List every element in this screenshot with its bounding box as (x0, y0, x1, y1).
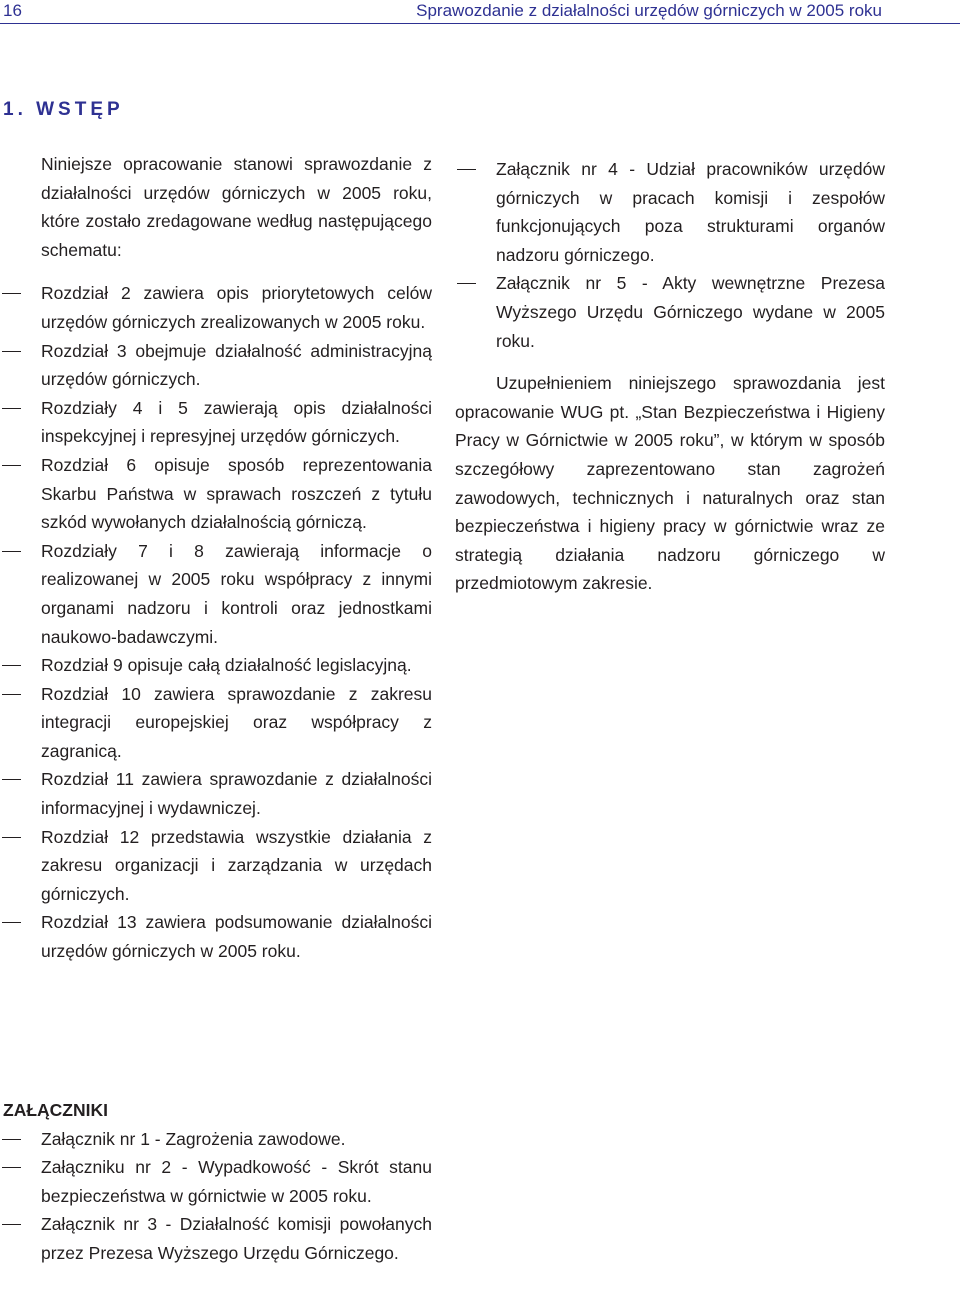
chapter-item-text: Rozdział 6 opisuje sposób reprezentowania Skarbu Państwa w sprawach roszczeń z tytułu szkód wywołanych działalnością górniczą. (41, 454, 432, 533)
attachment-item-text: Załącznik nr 4 - Udział pracowników urzędów górniczych w pracach komisji i zespołów funkcjonujących poza strukturami organów nadzoru górniczego. (496, 159, 885, 265)
closing-paragraph: Uzupełnieniem niniejszego sprawozdania jest opracowanie WUG pt. „Stan Bezpieczeństwa i Higieny Pracy w Górnictwie w 2005 roku”, w którym w sposób szczegółowy zaprezentowano stan zagrożeń zawodowych, technicznych i naturalnych oraz stan bezpieczeństwa i higieny pracy w górnictwie wraz ze strategią działania nadzoru górniczego w przedmiotowym zakresie. (455, 373, 885, 594)
chapter-item-text: Rozdział 3 obejmuje działalność administracyjną urzędów górniczych. (41, 340, 432, 390)
attachment-item (455, 155, 885, 269)
chapter-item-text: Rozdział 2 zawiera opis priorytetowych celów urzędów górniczych zrealizowanych w 2005 roku. (41, 283, 432, 332)
chapter-item (0, 765, 432, 822)
attachments-heading: ZAŁĄCZNIKI (3, 1100, 108, 1120)
chapter-item-text: Rozdziały 4 i 5 zawierają opis działalności inspekcyjnej i represyjnej urzędów górniczych. (41, 397, 432, 447)
chapter-item (0, 337, 432, 394)
chapter-item-text: Rozdziały 7 i 8 zawierają informacje o realizowanej w 2005 roku współpracy z innymi organami nadzoru i kontroli oraz jednostkami naukowo-badawczymi. (41, 540, 432, 647)
chapter-item (0, 279, 432, 336)
attachment-item (0, 1153, 432, 1210)
chapter-item (0, 823, 432, 909)
attachments-list-right (455, 155, 885, 355)
page-number: 16 (3, 1, 22, 20)
running-title: Sprawozdanie z działalności urzędów górniczych w 2005 roku (416, 1, 882, 20)
section-heading: 1. WSTĘP (3, 99, 124, 120)
chapter-item (0, 537, 432, 651)
chapter-item (0, 451, 432, 537)
attachment-item-text: Załączniku nr 2 - Wypadkowość - Skrót stanu bezpieczeństwa w górnictwie w 2005 roku. (41, 1157, 432, 1206)
left-column (0, 150, 432, 966)
attachment-item (455, 269, 885, 355)
chapter-item-text: Rozdział 12 przedstawia wszystkie działania z zakresu organizacji i zarządzania w urzędach górniczych. (41, 826, 432, 904)
attachment-item-text: Załącznik nr 1 - Zagrożenia zawodowe. (41, 1128, 346, 1149)
attachment-item (0, 1210, 432, 1267)
chapter-item-text: Rozdział 9 opisuje całą działalność legislacyjną. (41, 655, 412, 676)
right-column (455, 155, 885, 598)
chapter-item (0, 394, 432, 451)
page-header (0, 0, 960, 23)
attachments-list-left (0, 1125, 432, 1268)
intro-paragraph: Niniejsze opracowanie stanowi sprawozdanie z działalności urzędów górniczych w 2005 roku, które zostało zredagowane według następującego schematu: (41, 154, 432, 260)
chapter-item-text: Rozdział 13 zawiera podsumowanie działalności urzędów górniczych w 2005 roku. (41, 912, 432, 962)
attachment-item-text: Załącznik nr 5 - Akty wewnętrzne Prezesa Wyższego Urzędu Górniczego wydane w 2005 roku. (496, 273, 885, 351)
chapter-item-text: Rozdział 11 zawiera sprawozdanie z działalności informacyjnej i wydawniczej. (41, 769, 432, 819)
chapter-list (0, 279, 432, 965)
attachment-item-text: Załącznik nr 3 - Działalność komisji powołanych przez Prezesa Wyższego Urzędu Górniczego. (41, 1214, 432, 1263)
chapter-item (0, 908, 432, 965)
attachments-section (0, 1096, 432, 1268)
header-rule (0, 23, 960, 24)
attachment-item (0, 1125, 432, 1154)
chapter-item (0, 680, 432, 766)
chapter-item (0, 651, 432, 680)
chapter-item-text: Rozdział 10 zawiera sprawozdanie z zakresu integracji europejskiej oraz współpracy z zagranicą. (41, 683, 432, 761)
